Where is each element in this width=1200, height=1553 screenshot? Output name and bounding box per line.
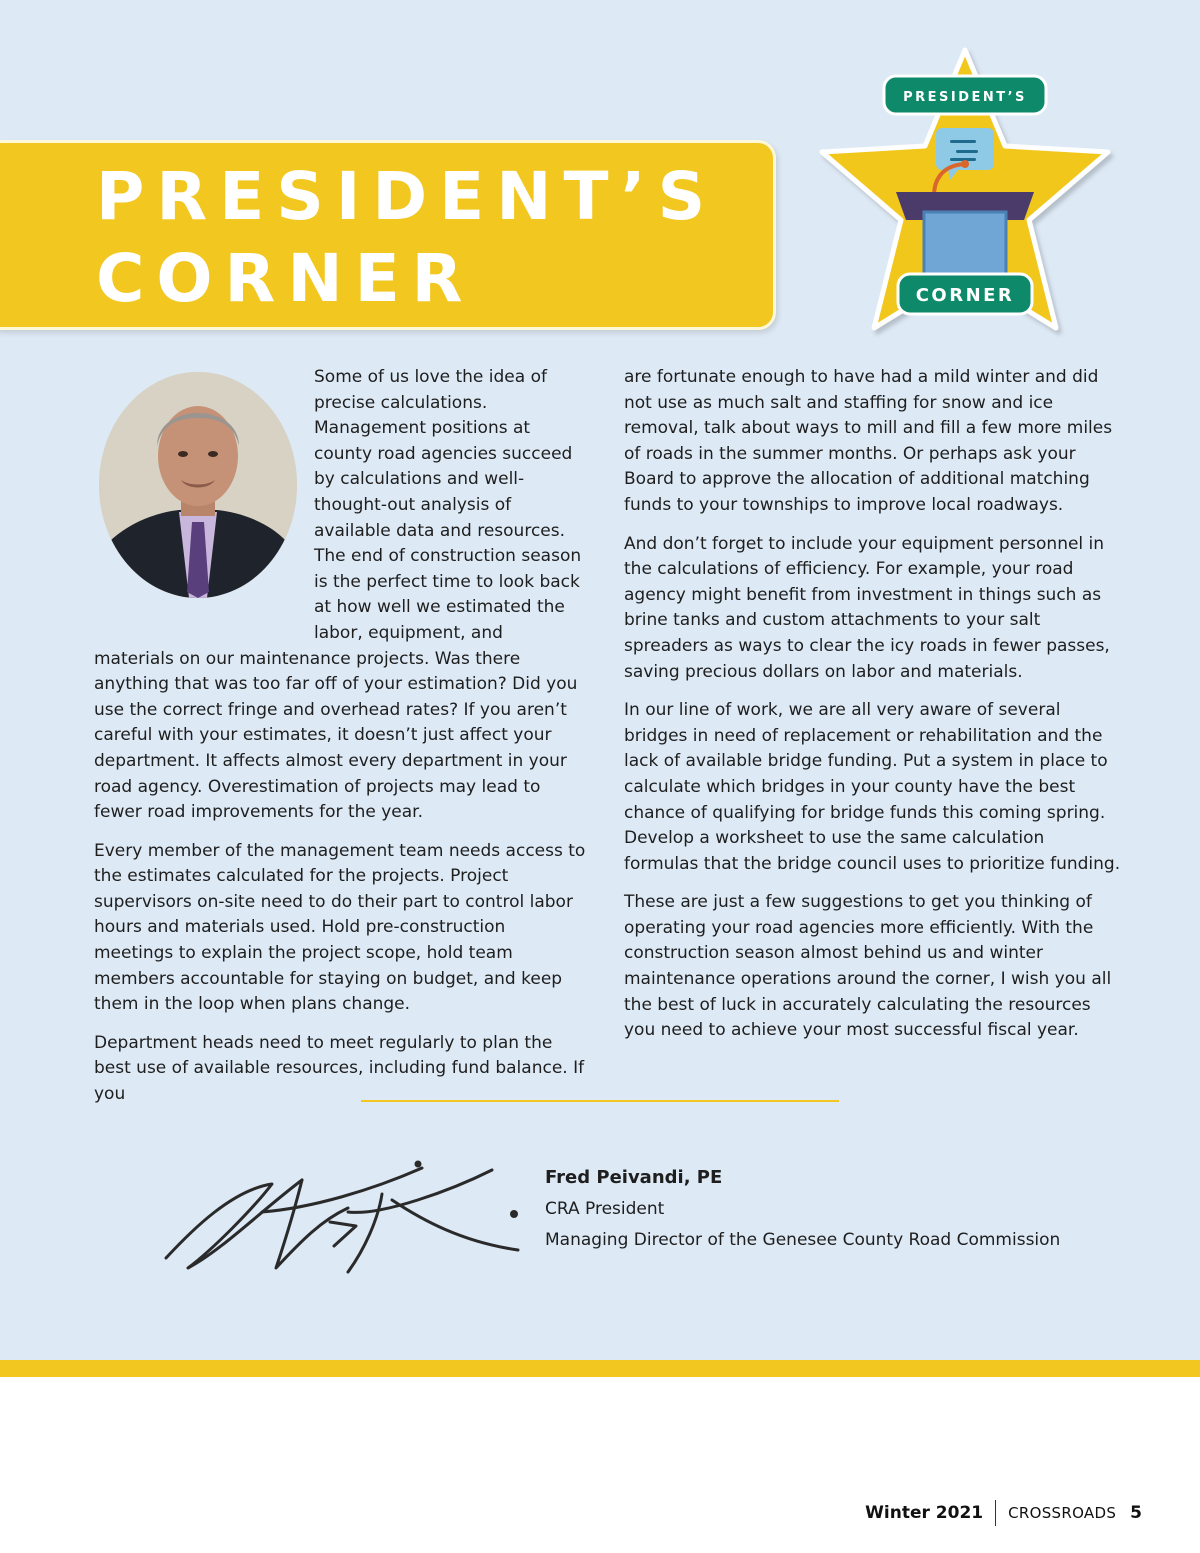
footer-separator: [995, 1500, 996, 1526]
signoff-block: [545, 1162, 1060, 1257]
page-title-line1: PRESIDENT’S: [96, 158, 718, 235]
article-left-column: [94, 365, 586, 1121]
bottom-accent-stripe: [0, 1360, 1200, 1377]
handwritten-signature: [152, 1150, 532, 1280]
footer-magazine: CROSSROADS: [1008, 1504, 1117, 1522]
page-footer: [865, 1500, 1142, 1526]
article-right-column: [624, 365, 1124, 1057]
author-name: Fred Peivandi, PE: [545, 1167, 723, 1188]
presidents-corner-badge: [812, 44, 1118, 340]
article-paragraph: In our line of work, we are all very aware of several bridges in need of replacement or rehabilitation and the lack of available bridge funding. Put a system in place to calculate which bridges in your county have the best chance of qualifying for bridge funds this coming spring. Develop a worksheet to use the same calculation formulas that the bridge council uses to prioritize funding.: [624, 700, 1121, 874]
badge-bottom-label: CORNER: [915, 285, 1015, 306]
badge-top-label: PRESIDENT’S: [903, 90, 1027, 105]
article-paragraph: And don’t forget to include your equipment personnel in the calculations of efficiency. For example, your road agency might benefit from investment in things such as brine tanks and custom attachments to your salt spreaders as ways to clear the icy roads in fewer passes, saving precious dollars on labor and materials.: [624, 533, 1110, 682]
article-paragraph: Department heads need to meet regularly to plan the best use of available resources, including fund balance. If you: [94, 1032, 585, 1105]
page-number: 5: [1130, 1503, 1142, 1523]
badge-top-label-pill: [884, 76, 1046, 114]
page-title: [96, 156, 717, 320]
article-paragraph: Some of us love the idea of precise calculations. Management positions at county road agencies succeed by calculations and well-thought-out analysis of available data and resources. The end of construction season is the perfect time to look back at how well we estimated the labor, equipment, and materials on our maintenance projects. Was there anything that was too far off of your estimation? Did you use the correct fringe and overhead rates? If you aren’t careful with your estimates, it doesn’t just affect your department. It affects almost every department in your road agency. Overestimation of projects may lead to fewer road improvements for the year.: [94, 367, 582, 823]
author-title: CRA President: [545, 1198, 665, 1219]
article-paragraph: are fortunate enough to have had a mild winter and did not use as much salt and staffing for snow and ice removal, talk about ways to mill and fill a few more miles of roads in the summer months. Or perhaps ask your Board to approve the allocation of additional matching funds to your townships to improve local roadways.: [624, 367, 1113, 515]
article-paragraph: These are just a few suggestions to get you thinking of operating your road agencies more efficiently. With the construction season almost behind us and winter maintenance operations around the corner, I wish you all the best of luck in accurately calculating the resources you need to achieve your most successful fiscal year.: [624, 892, 1112, 1041]
footer-issue: Winter 2021: [865, 1503, 984, 1523]
badge-bottom-label-pill: [898, 274, 1032, 314]
section-divider: [361, 1100, 839, 1102]
portrait-wrap-spacer: [94, 365, 314, 637]
page-title-line2: CORNER: [96, 240, 475, 317]
author-role: Managing Director of the Genesee County Road Commission: [545, 1230, 1061, 1250]
article-paragraph: Every member of the management team needs access to the estimates calculated for the projects. Project supervisors on-site need to do their part to control labor hours and materials used. Hold pre-construction meetings to explain the project scope, hold team members accountable for staying on budget, and keep them in the loop when plans change.: [94, 840, 586, 1015]
